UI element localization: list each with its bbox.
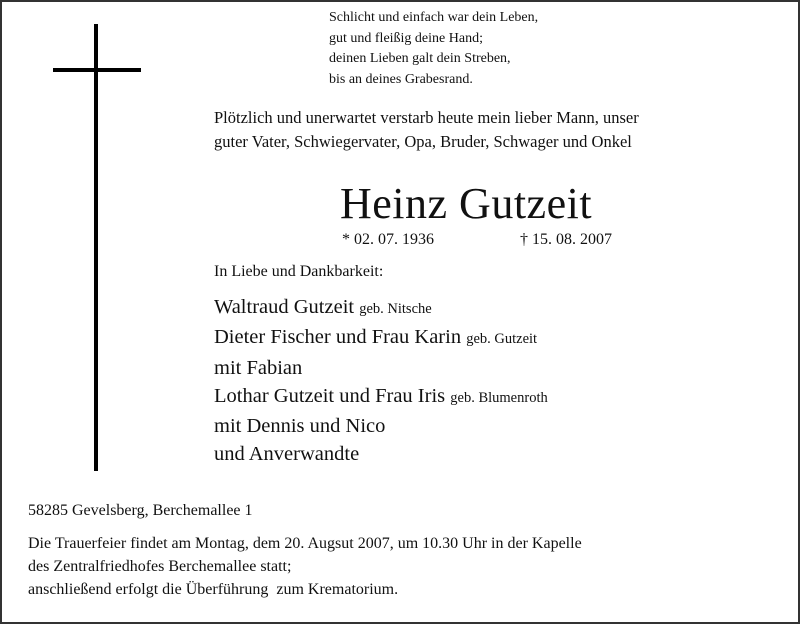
maiden-name: geb. Blumenroth	[450, 389, 548, 406]
maiden-name: geb. Nitsche	[359, 301, 432, 317]
birth-date: * 02. 07. 1936	[342, 231, 434, 248]
member-name: und Anverwandte	[214, 443, 360, 466]
family-member	[214, 440, 548, 468]
poem-line: bis an deines Grabesrand.	[329, 71, 473, 87]
intro-line: guter Vater, Schwiegervater, Opa, Bruder, Schwager und Onkel	[214, 132, 632, 151]
family-member	[214, 412, 548, 440]
cross-vertical-bar	[94, 24, 98, 471]
cross-horizontal-bar	[53, 68, 141, 72]
poem-line: gut und fleißig deine Hand;	[329, 30, 483, 46]
maiden-name: geb. Gutzeit	[466, 331, 538, 348]
service-line: anschließend erfolgt die Überführung zum Krematorium.	[28, 581, 399, 598]
service-info	[28, 532, 582, 601]
family-member	[214, 354, 548, 382]
member-name: mit Dennis und Nico	[214, 415, 386, 438]
poem-line: deinen Lieben galt dein Streben,	[329, 51, 511, 66]
service-line: Die Trauerfeier findet am Montag, dem 20. Augsut 2007, um 10.30 Uhr in der Kapelle	[28, 535, 582, 552]
poem-line: Schlicht und einfach war dein Leben,	[329, 10, 539, 25]
service-line: des Zentralfriedhofes Berchemallee statt;	[28, 558, 292, 575]
family-member	[214, 293, 548, 323]
family-list	[214, 293, 548, 469]
member-name: Lothar Gutzeit und Frau Iris	[214, 384, 446, 407]
member-name: Dieter Fischer und Frau Karin	[214, 326, 462, 349]
address: 58285 Gevelsberg, Berchemallee 1	[28, 502, 253, 519]
poem	[329, 8, 538, 90]
intro-text	[214, 106, 639, 154]
family-member	[214, 382, 548, 412]
deceased-name: Heinz Gutzeit	[340, 179, 593, 228]
member-name: Waltraud Gutzeit	[214, 296, 355, 318]
intro-line: Plötzlich und unerwartet verstarb heute mein lieber Mann, unser	[214, 108, 639, 127]
member-name: mit Fabian	[214, 356, 303, 379]
death-date: † 15. 08. 2007	[520, 231, 612, 248]
family-member	[214, 323, 548, 353]
thanks-heading: In Liebe und Dankbarkeit:	[214, 263, 384, 280]
